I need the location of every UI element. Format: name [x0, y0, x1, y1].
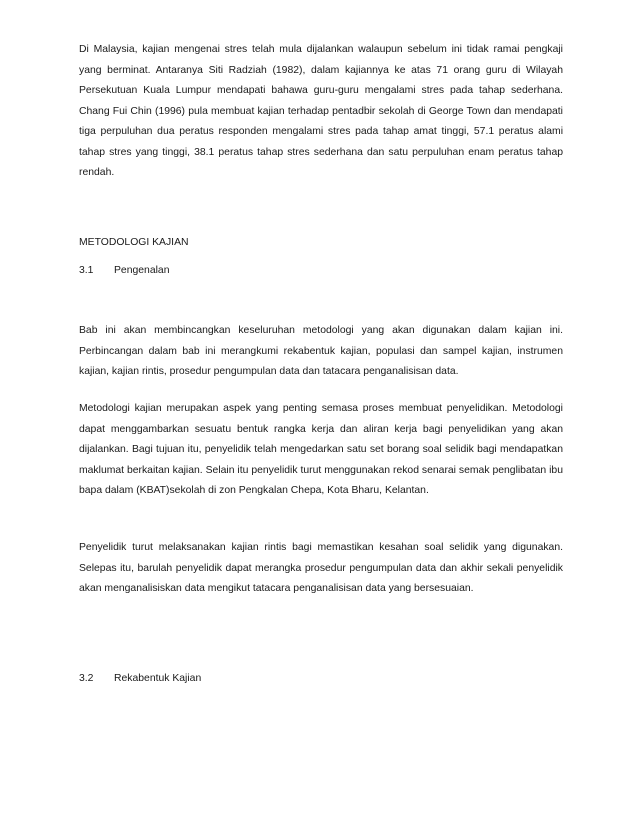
subsection-title: Rekabentuk Kajian — [114, 673, 202, 684]
subsection-3-1-heading — [79, 264, 169, 278]
section-title: METODOLOGI KAJIAN — [79, 237, 189, 248]
paragraph-pengenalan-1: Bab ini akan membincangkan keseluruhan metodologi yang akan digunakan dalam kajian ini. Perbincangan dalam bab ini merangkumi rekabentuk kajian, populasi dan sampel kajian, instrumen kajian, kajian rintis, prosedur pengumpulan data dan tatacara penganalisisan data. — [79, 325, 563, 377]
subsection-3-2-heading — [79, 672, 201, 686]
subsection-title: Pengenalan — [114, 265, 170, 276]
subsection-number: 3.1 — [79, 265, 94, 276]
paragraph-pengenalan-2: Metodologi kajian merupakan aspek yang penting semasa proses membuat penyelidikan. Metodologi dapat menggambarkan sesuatu bentuk rangka kerja dan aliran kerja bagi penyelidikan yang akan dijalankan. Bagi tujuan itu, penyelidik telah mengedarkan satu set borang soal selidik bagi mendapatkan maklumat berkaitan kajian. Selain itu penyelidik turut menggunakan rekod senarai semak penglibatan ibu bapa dalam (KBAT)sekolah di zon Pengkalan Chepa, Kota Bharu, Kelantan. — [79, 403, 563, 496]
subsection-number: 3.2 — [79, 673, 94, 684]
paragraph-pengenalan-3: Penyelidik turut melaksanakan kajian rintis bagi memastikan kesahan soal selidik yang digunakan. Selepas itu, barulah penyelidik dapat merangka prosedur pengumpulan data dan akhir sekali penyelidik akan menganalisiskan data mengikut tatacara penganalisisan data yang bersesuaian. — [79, 542, 563, 594]
intro-paragraph: Di Malaysia, kajian mengenai stres telah mula dijalankan walaupun sebelum ini tidak ramai pengkaji yang berminat. Antaranya Siti Radziah (1982), dalam kajiannya ke atas 71 orang guru di Wilayah Persekutuan Kuala Lumpur mendapati bahawa guru-guru mengalami stres pada tahap sederhana. Chang Fui Chin (1996) pula membuat kajian terhadap pentadbir sekolah di George Town dan mendapati tiga perpuluhan dua peratus responden mengalami stres pada tahap amat tinggi, 57.1 peratus alami tahap stres yang tinggi, 38.1 peratus tahap stres sederhana dan satu perpuluhan enam peratus tahap rendah. — [79, 44, 563, 178]
